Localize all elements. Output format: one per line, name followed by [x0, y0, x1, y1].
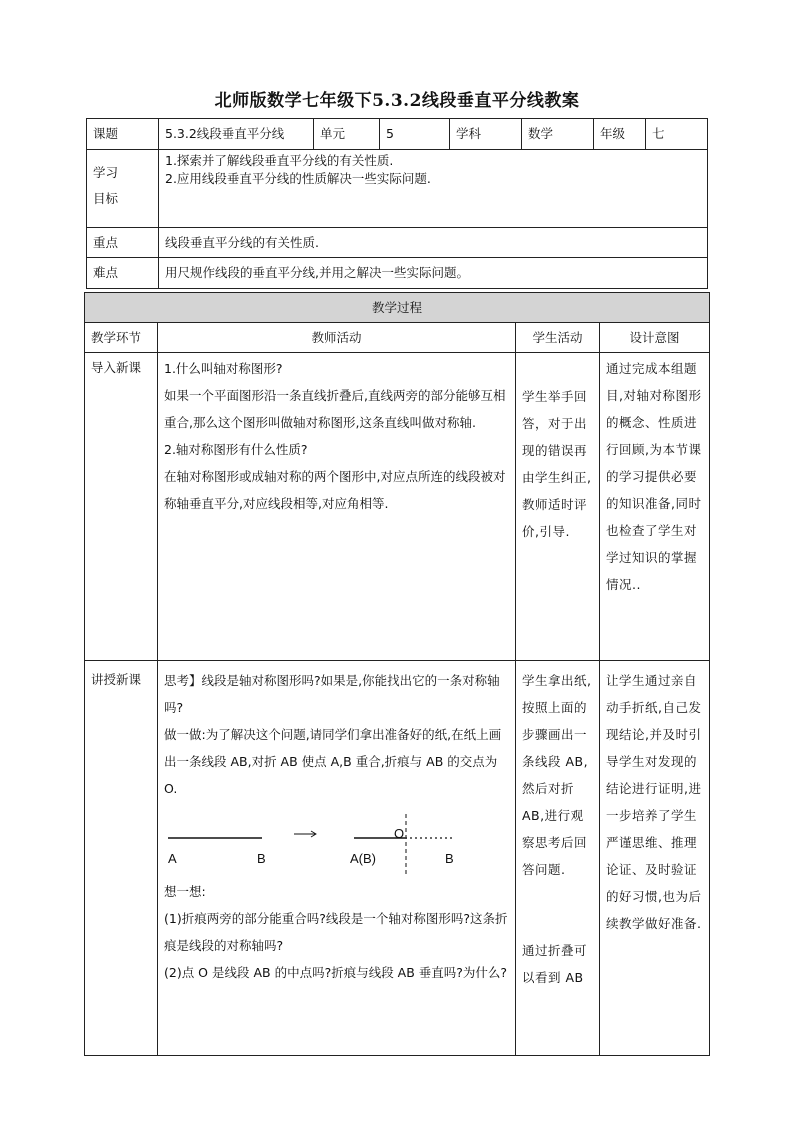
label-b: B: [257, 851, 266, 866]
difficulty-value: 用尺规作线段的垂直平分线,并用之解决一些实际问题。: [159, 258, 708, 289]
label-ab: A(B): [350, 851, 376, 866]
intro-teacher-a1: 如果一个平面图形沿一条直线折叠后,直线两旁的部分能够互相重合,那么这个图形叫做轴对称图形,这条直线叫做对称轴.: [164, 388, 506, 430]
lesson-label: 课题: [87, 119, 159, 150]
intro-teacher: [158, 353, 516, 661]
grade-value: 七: [646, 119, 708, 150]
goal-item-2: 2.应用线段垂直平分线的性质解决一些实际问题.: [165, 171, 431, 186]
process-title: 教学过程: [85, 293, 710, 323]
goal-item-1: 1.探索并了解线段垂直平分线的有关性质.: [165, 153, 394, 168]
intro-teacher-a2: 在轴对称图形或成轴对称的两个图形中,对应点所连的线段被对称轴垂直平分,对应线段相等,对应角相等.: [164, 469, 506, 511]
intro-student: [516, 353, 600, 661]
new-stage: 讲授新课: [85, 661, 158, 1056]
new-student-text-2: 通过折叠可以看到 AB: [522, 943, 588, 985]
goal-content: [159, 150, 708, 228]
difficulty-label: 难点: [87, 258, 159, 289]
new-design-text: 让学生通过亲自动手折纸,自己发现结论,并及时引导学生对发现的结论进行证明,进一步培养了学生严谨思维、推理论证、及时验证的好习惯,也为后续教学做好准备.: [606, 673, 702, 931]
col-stage-header: 教学环节: [85, 323, 158, 353]
new-teacher-think: 思考】线段是轴对称图形吗?如果是,你能找出它的一条对称轴吗?: [164, 673, 500, 715]
key-value: 线段垂直平分线的有关性质.: [159, 228, 708, 258]
document-title: 北师版数学七年级下5.3.2线段垂直平分线教案: [214, 91, 580, 111]
unit-value: 5: [380, 119, 450, 150]
intro-stage: 导入新课: [85, 353, 158, 661]
col-teacher-header: 教师活动: [158, 323, 516, 353]
intro-design-text: 通过完成本组题目,对轴对称图形的概念、性质进行回顾,为本节课的学习提供必要的知识准备,同时也检查了学生对学过知识的掌握情况..: [606, 361, 702, 592]
col-design-header: 设计意图: [600, 323, 710, 353]
intro-teacher-q2: 2.轴对称图形有什么性质?: [164, 442, 308, 457]
key-label: 重点: [87, 228, 159, 258]
label-a: A: [168, 851, 177, 866]
intro-student-text: 学生举手回答，对于出现的错误再由学生纠正,教师适时评价,引导.: [522, 389, 592, 539]
unit-label: 单元: [314, 119, 380, 150]
label-b2: B: [445, 851, 454, 866]
goal-label-line-1: 学习: [93, 165, 119, 180]
fold-diagram-svg: [164, 812, 464, 874]
goal-label: [87, 150, 159, 228]
intro-teacher-q1: 1.什么叫轴对称图形?: [164, 361, 283, 376]
subject-value: 数学: [522, 119, 594, 150]
intro-design: [600, 353, 710, 661]
fold-diagram: [164, 812, 509, 874]
new-teacher-q2: (2)点 O 是线段 AB 的中点吗?折痕与线段 AB 垂直吗?为什么?: [164, 965, 508, 980]
lesson-value: 5.3.2线段垂直平分线: [159, 119, 314, 150]
new-teacher-do: 做一做:为了解决这个问题,请同学们拿出准备好的纸,在纸上画出一条线段 AB,对折 AB 使点 A,B 重合,折痕与 AB 的交点为 O.: [164, 727, 502, 796]
grade-label: 年级: [594, 119, 646, 150]
subject-label: 学科: [450, 119, 522, 150]
new-design: [600, 661, 710, 1056]
col-student-header: 学生活动: [516, 323, 600, 353]
teaching-process-table: [84, 292, 710, 1056]
new-teacher-think2: 想一想:: [164, 884, 206, 899]
new-teacher-q1: (1)折痕两旁的部分能重合吗?线段是一个轴对称图形吗?这条折痕是线段的对称轴吗?: [164, 911, 508, 953]
label-o: O: [394, 826, 405, 841]
new-student: [516, 661, 600, 1056]
new-teacher: [158, 661, 516, 1056]
goal-label-line-2: 目标: [93, 191, 119, 206]
new-student-text-1: 学生拿出纸,按照上面的步骤画出一条线段 AB,然后对折AB,进行观察思考后回答问题.: [522, 673, 592, 877]
lesson-info-table: [86, 118, 708, 289]
